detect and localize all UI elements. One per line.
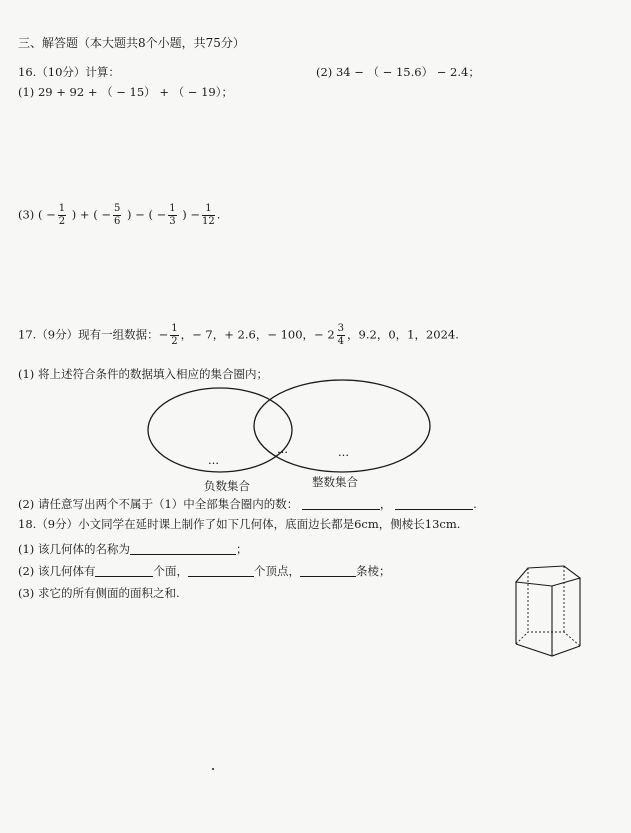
q16-part2: (2) 34 − （ − 15.6） − 2.4； (316, 65, 480, 79)
venn-diagram (140, 378, 440, 493)
q16-part3: (3) ( − $\frac{1}{2}$ ) + ( − $\frac{5}{6}$ ) − ( − $\frac{1}{3}$ ) − $\frac{1}{12}$ . (18, 203, 221, 227)
fraction: $\frac{1}{2}$ (58, 203, 66, 227)
q18-header: 18.（9分）小文同学在延时课上制作了如下几何体，底面边长都是6cm，侧棱长13cm. (18, 517, 461, 531)
left-dots: … (208, 454, 219, 467)
shape-name-blank[interactable] (130, 542, 236, 555)
fraction: $\frac{1}{2}$ (171, 323, 178, 347)
fraction: $\frac{1}{3}$ (169, 203, 176, 227)
middle-dots: … (277, 443, 288, 456)
pentagonal-prism-figure (508, 560, 588, 660)
q17-part2: (2) 请任意写出两个不属于（1）中全部集合圈内的数： ， . (18, 497, 477, 511)
faces-blank[interactable] (95, 564, 153, 577)
q17-header: 17.（9分）现有一组数据：− $\frac{1}{2}$ ，− 7，+ 2.6，− 100，− 2 $\frac{3}{4}$ ，9.2，0，1，2024. (18, 323, 459, 347)
q17-part1: (1) 将上述符合条件的数据填入相应的集合圈内； (18, 367, 268, 381)
q18-part1: (1) 该几何体的名称为 ； (18, 542, 248, 556)
answer-blank-1[interactable] (302, 497, 380, 510)
q16-part1: (1) 29 + 92 + （ − 15） + （ − 19）； (18, 85, 233, 99)
q18-part2: (2) 该几何体有 个面， 个顶点， 条棱； (18, 564, 391, 578)
vertices-blank[interactable] (188, 564, 254, 577)
q18-part3: (3) 求它的所有侧面的面积之和. (18, 586, 180, 600)
footer-dot (212, 768, 214, 770)
fraction: $\frac{5}{6}$ (113, 203, 121, 227)
right-dots: … (338, 446, 349, 459)
integer-set-label: 整数集合 (312, 475, 358, 489)
negative-set-circle (148, 388, 292, 472)
edges-blank[interactable] (300, 564, 356, 577)
q16-header: 16.（10分）计算： (18, 65, 120, 79)
fraction: $\frac{1}{12}$ (202, 203, 215, 227)
negative-set-label: 负数集合 (204, 479, 250, 493)
fraction: $\frac{3}{4}$ (337, 323, 345, 347)
answer-blank-2[interactable] (395, 497, 473, 510)
section-title: 三、解答题（本大题共8个小题，共75分） (18, 36, 245, 50)
